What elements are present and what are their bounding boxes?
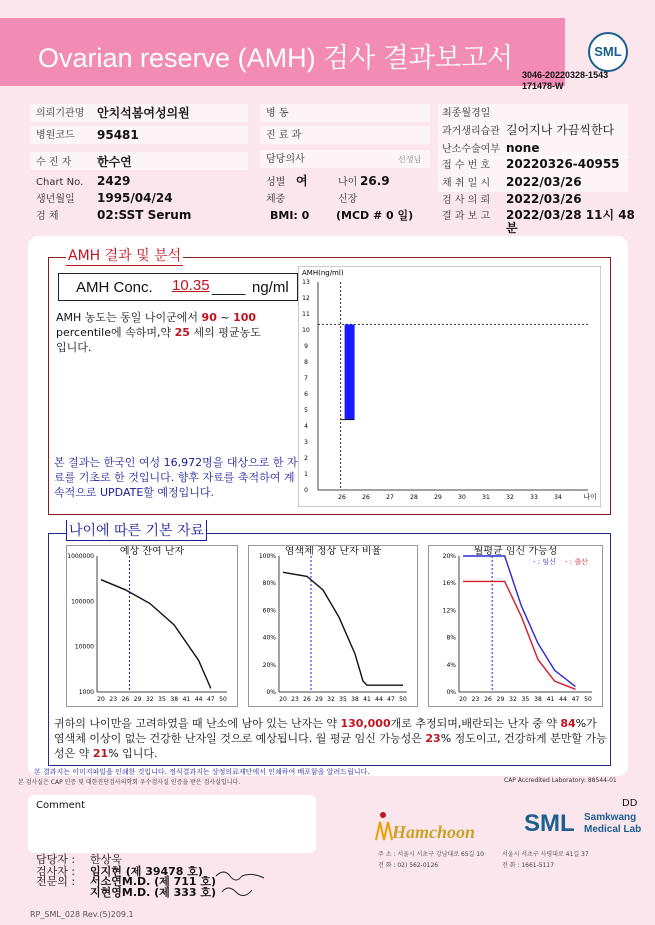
chart-normal-x-tick: 44 xyxy=(375,696,383,703)
doctor-signature xyxy=(212,866,272,898)
weight-label: 체중 xyxy=(266,194,286,205)
chart-preg-x-tick: 23 xyxy=(471,696,480,703)
institution-value: 안치석봄여성의원 xyxy=(97,106,190,120)
chart-normal-x-tick: 26 xyxy=(303,696,311,703)
chart-preg-y-tick: 12% xyxy=(442,607,456,615)
chart-eggs-x-tick: 35 xyxy=(158,696,166,703)
amh-x-tick: 34 xyxy=(554,494,562,501)
collect-value: 2022/03/26 xyxy=(506,175,582,189)
amh-x-tick: 26 xyxy=(362,494,370,501)
patient-label: 수 진 자 xyxy=(36,157,72,168)
chart-preg-y-tick: 4% xyxy=(446,661,456,669)
chart-normal-x-tick: 35 xyxy=(339,696,347,703)
amh-y-tick: 2 xyxy=(304,455,308,462)
expert-2: 지현영M.D. (제 333 호) xyxy=(90,886,217,899)
amh-y-tick: 8 xyxy=(304,359,308,366)
legend-pregnancy: - : 임신 xyxy=(533,558,556,566)
chart-eggs-x-tick: 47 xyxy=(206,696,215,703)
chart-normal-y-tick: 80% xyxy=(262,580,276,588)
amh-x-tick: 29 xyxy=(434,494,442,501)
chart-preg-x-tick: 38 xyxy=(534,696,542,703)
chart-eggs-y-tick: 10000 xyxy=(74,643,94,651)
amh-label: AMH Conc. xyxy=(76,279,153,296)
chart-preg-x-tick: 35 xyxy=(521,696,530,703)
report-suffix: 분 xyxy=(506,221,518,235)
last-menses-label: 최종월경일 xyxy=(442,108,491,119)
amh-x-tick: 26 xyxy=(338,494,346,501)
amh-y-tick: 11 xyxy=(302,311,310,318)
chart-preg-y-tick: 16% xyxy=(442,580,456,588)
mcd-value: (MCD # 0 일) xyxy=(336,209,414,222)
tester-name: 임지현 (제 39478 호) xyxy=(90,865,203,878)
chart-eggs-x-tick: 41 xyxy=(182,696,191,703)
chart-preg-x-tick: 32 xyxy=(509,696,517,703)
amh-y-tick: 9 xyxy=(304,343,308,350)
height-label: 신장 xyxy=(338,194,358,205)
normal-egg-ratio-chart xyxy=(248,545,418,707)
amh-description: AMH 농도는 동일 나이군에서 90 ~ 100 percentile에 속하며,약 25 세의 평균농도 입니다. xyxy=(56,311,261,354)
chart-normal-y-tick: 100% xyxy=(258,553,276,560)
hamchoon-logo: Hamchoon xyxy=(372,810,472,846)
population-note: 본 결과는 한국인 여성 16,972명을 대상으로 한 자료를 기초로 한 것입니다. 향후 자료를 축적하여 계속적으로 UPDATE할 예정입니다. xyxy=(54,456,298,499)
chart-normal-x-tick: 41 xyxy=(363,696,371,703)
report-label: 결 과 보 고 xyxy=(442,211,491,222)
chart-normal-y-tick: 40% xyxy=(262,634,276,642)
patient-name: 한수연 xyxy=(97,155,132,169)
specimen-value: 02:SST Serum xyxy=(97,208,192,222)
chart-eggs-y-tick: 100000 xyxy=(71,598,94,606)
chart-normal-y-tick: 20% xyxy=(262,661,276,669)
amh-y-tick: 6 xyxy=(304,391,308,398)
chart-normal-bg xyxy=(249,546,417,707)
chart-preg-title: 월평균 임신 가능성 xyxy=(473,546,558,557)
bmi-value: BMI: 0 xyxy=(270,209,310,222)
chart-no-value: 2429 xyxy=(97,174,131,188)
chart-normal-x-tick: 23 xyxy=(291,696,299,703)
age-data-title: 나이에 따른 기본 자료 xyxy=(66,520,207,541)
amh-y-tick: 12 xyxy=(302,295,310,302)
menstrual-value: 길어지나 가끔씩한다 xyxy=(506,123,615,137)
form-footer xyxy=(0,900,655,925)
accession-value: 20220326-40955 xyxy=(506,157,620,171)
amh-x-tick: 27 xyxy=(386,494,394,501)
expert-label: 전문의 : xyxy=(36,875,76,888)
amh-y-tick: 3 xyxy=(304,439,308,446)
amh-y-tick: 1 xyxy=(304,471,308,478)
chart-preg-y-tick: 20% xyxy=(442,553,456,560)
dd-mark: DD xyxy=(622,798,638,809)
chart-normal-x-tick: 32 xyxy=(327,696,335,703)
expert-1: 서소연M.D. (제 711 호) xyxy=(90,875,217,888)
report-id: 3046-20220328-1543 171478-W xyxy=(522,70,609,91)
chart-preg-x-tick: 44 xyxy=(559,696,567,703)
chart-preg-x-tick: 41 xyxy=(546,696,555,703)
amh-section-title: AMH 결과 및 분석 xyxy=(66,245,183,266)
comment-label: Comment xyxy=(36,800,85,811)
amh-x-tick: 31 xyxy=(482,494,490,501)
tester-label: 검사자 : xyxy=(36,865,76,878)
chart-eggs-x-tick: 29 xyxy=(133,696,142,703)
chart-preg-y-tick: 8% xyxy=(446,634,456,642)
amh-y-tick: 10 xyxy=(302,327,310,334)
report-title: Ovarian reserve (AMH) 검사 결과보고서 xyxy=(38,43,514,73)
amh-y-tick: 7 xyxy=(304,375,308,382)
ward-label: 병 동 xyxy=(266,108,289,119)
amh-y-tick: 4 xyxy=(304,423,308,430)
cap-note: 본 검사실은 CAP 인증 및 대한진단검사의학회 우수검사실 인증을 받은 검사실입니다. xyxy=(18,779,241,786)
amh-blank: ____ xyxy=(212,279,246,296)
age-label: 나이 xyxy=(338,177,358,188)
chart-normal-x-tick: 20 xyxy=(279,696,287,703)
print-note: 본 결과지는 이미지파일을 인쇄한 것입니다. 정식결과지는 상정의료재단에서 인쇄하여 배포함을 알려드립니다. xyxy=(34,768,370,776)
chart-eggs-x-tick: 23 xyxy=(109,696,118,703)
remaining-eggs-chart xyxy=(66,545,238,707)
birth-value: 1995/04/24 xyxy=(97,191,173,205)
amh-x-tick: 32 xyxy=(506,494,514,501)
amh-y-tick: 13 xyxy=(302,279,310,286)
chart-eggs-y-tick: 1000000 xyxy=(67,553,94,560)
chart-normal-x-tick: 50 xyxy=(399,696,407,703)
ovary-label: 난소수술여부 xyxy=(442,144,500,155)
amh-x-tick: 33 xyxy=(530,494,538,501)
hospital-code-value: 95481 xyxy=(97,128,139,142)
hospital-code-label: 병원코드 xyxy=(36,130,75,141)
age-value: 26.9 xyxy=(360,174,390,188)
form-code: RP_SML_028 Rev.(5)209.1 xyxy=(30,910,134,919)
sml-logo: SML xyxy=(588,32,628,72)
amh-unit: ng/ml xyxy=(252,279,289,296)
pregnancy-chance-chart xyxy=(428,545,603,707)
chart-normal-y-tick: 60% xyxy=(262,607,276,615)
chart-normal-x-tick: 47 xyxy=(387,696,395,703)
menstrual-label: 과거생리습관 xyxy=(442,126,500,137)
reporter-label: 담당자 : xyxy=(36,853,76,866)
report-header xyxy=(0,18,565,86)
chart-preg-x-tick: 50 xyxy=(584,696,592,703)
doctor-suffix: 선생님 xyxy=(398,155,422,164)
specimen-label: 검 체 xyxy=(36,211,59,222)
chart-eggs-bg xyxy=(67,546,237,707)
reporter-name: 한상욱 xyxy=(90,853,122,866)
doctor-label: 담당의사 xyxy=(266,154,305,165)
chart-normal-title: 염색체 정상 난자 비율 xyxy=(284,546,382,557)
chart-preg-x-tick: 47 xyxy=(571,696,580,703)
amh-x-tick: 30 xyxy=(458,494,466,501)
report-value: 2022/03/28 11시 48 xyxy=(506,208,635,222)
amh-chart xyxy=(298,266,601,507)
cap-accredited: CAP Accredited Laboratory: 88544-01 xyxy=(504,777,617,784)
chart-normal-x-tick: 29 xyxy=(315,696,323,703)
chart-normal-x-tick: 38 xyxy=(351,696,359,703)
amh-y-tick: 5 xyxy=(304,407,308,414)
sex-label: 성별 xyxy=(266,177,286,188)
birth-label: 생년월일 xyxy=(36,194,75,205)
sex-value: 여 xyxy=(296,174,308,188)
amh-bar xyxy=(345,324,355,419)
amh-y-tick: 0 xyxy=(304,487,308,494)
request-value: 2022/03/26 xyxy=(506,192,582,206)
chart-eggs-x-tick: 38 xyxy=(170,696,179,703)
dept-label: 진 료 과 xyxy=(266,130,302,141)
ovary-value: none xyxy=(506,141,540,155)
chart-normal-y-tick: 0% xyxy=(266,689,276,696)
institution-label: 의뢰기관명 xyxy=(36,108,85,119)
chart-eggs-x-tick: 26 xyxy=(121,696,130,703)
chart-preg-x-tick: 26 xyxy=(484,696,492,703)
amh-x-tick: 28 xyxy=(410,494,418,501)
legend-birth: - : 출산 xyxy=(565,558,588,566)
chart-eggs-x-tick: 32 xyxy=(145,696,154,703)
request-label: 검 사 의 뢰 xyxy=(442,195,491,206)
summary-text: 귀하의 나이만을 고려하였을 때 난소에 남아 있는 난자는 약 130,000개로 추정되며,배란되는 난자 중 약 84%가 염색체 이상이 없는 건강한 난자일 것으로 예상됩니다. 월 평균 임신 가능성은 23% 정도이고, 건강하게 분만할 가능성은 약 21% 입니다. xyxy=(54,717,607,760)
chart-preg-y-tick: 0% xyxy=(446,689,456,696)
amh-chart-frame xyxy=(298,266,601,507)
chart-no-label: Chart No. xyxy=(36,177,84,188)
chart-preg-x-tick: 29 xyxy=(496,696,505,703)
chart-eggs-y-tick: 1000 xyxy=(78,689,94,696)
accession-label: 접 수 번 호 xyxy=(442,160,491,171)
amh-y-label: AMH(ng/ml) xyxy=(302,269,344,277)
chart-eggs-title: 예상 잔여 난자 xyxy=(119,546,185,557)
chart-preg-bg xyxy=(429,546,602,707)
chart-eggs-x-tick: 20 xyxy=(97,696,105,703)
collect-label: 채 취 일 시 xyxy=(442,178,491,189)
chart-eggs-x-tick: 44 xyxy=(194,696,203,703)
amh-x-label: 나이 xyxy=(583,493,597,501)
chart-preg-x-tick: 20 xyxy=(459,696,467,703)
amh-value: 10.35 xyxy=(172,277,210,294)
chart-eggs-x-tick: 50 xyxy=(219,696,227,703)
